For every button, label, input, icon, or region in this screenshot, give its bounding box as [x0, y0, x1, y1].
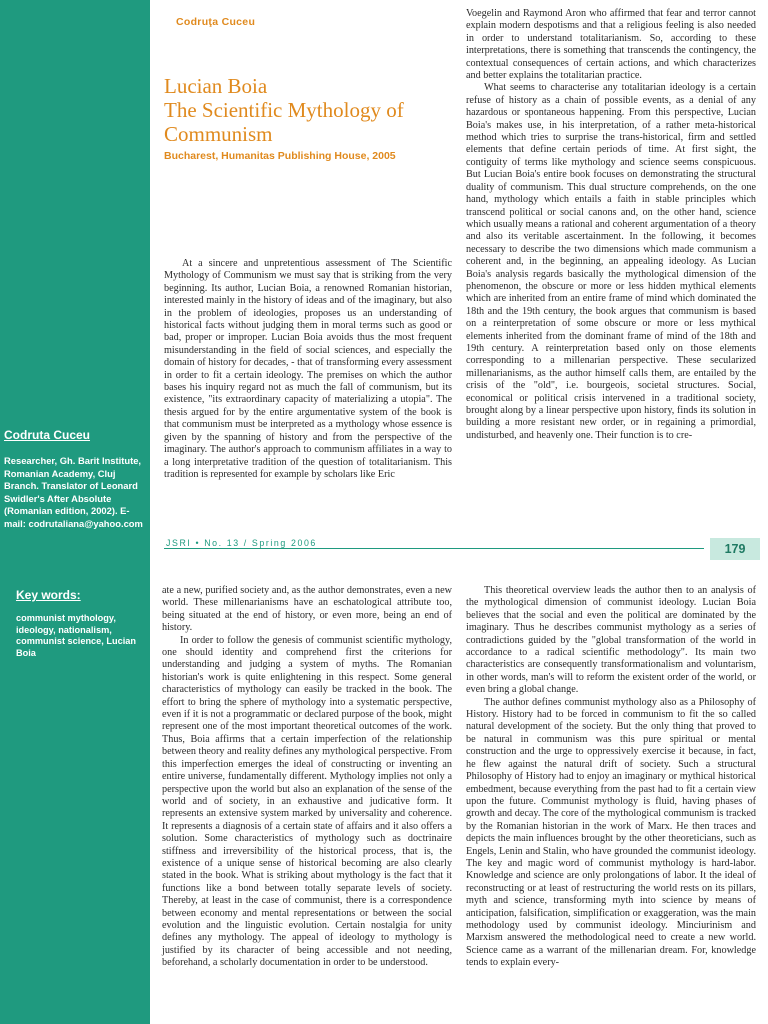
column-3: [162, 585, 452, 970]
author-bio: Researcher, Gh. Barit Institute, Romanian Academy, Cluj Branch. Translator of Leonard Swidler's After Absolute (Romanian edition, 2002). E-mail: codrutaliana@yahoo.com: [4, 455, 143, 529]
paragraph: ate a new, purified society and, as the author demonstrates, even a new world. These millenarianisms have an eschatological attribute too, being situated at the end of history, or even more, being an end of history.: [162, 585, 452, 634]
journal-citation: JSRI • No. 13 / Spring 2006: [166, 538, 323, 548]
paragraph: Voegelin and Raymond Aron who affirmed that fear and terror cannot explain modern despotisms and that a religious feeling is also needed in order to understand totalitarianism. So, according to these interpretations, there is something that transcends the contingency, the contextual consequences of certain actions, and which characterizes and better explains the totalitarian practice.: [466, 8, 756, 82]
title-line-2: The Scientific Mythology of: [164, 98, 404, 122]
title-line-1: Lucian Boia: [164, 74, 268, 98]
column-1: [164, 258, 452, 481]
sidebar-author-name: Codruta Cuceu: [4, 428, 91, 442]
publisher-line: Bucharest, Humanitas Publishing House, 2005: [164, 150, 396, 162]
paragraph: This theoretical overview leads the author then to an analysis of the mythological dimension of communist ideology. Lucian Boia believes that the social and even the political are dominated by the imaginary. Thus he describes communist mythology as a series of contradictions guided by the "global transformation of the world in accordance to a radical scientific methodology". Its main two characteristics are consequently transformationalism and voluntarism, in other words, man's will to reform the existent order of the world, or even bring a global change.: [466, 585, 756, 696]
keywords-list: communist mythology, ideology, nationalism, communist science, Lucian Boia: [16, 613, 136, 658]
paragraph: In order to follow the genesis of communist scientific mythology, one should identity and comprehend first the criterions for understanding and judging a system of myths. The Romanian historian's work is quite enlightening in this respect. Some general characteristics of mythology can easily be tracked in the book. The effort to bring the sphere of mythology into a systematic perspective, even if it is not a programmatic or declared purpose of the book, might represent one of the most important theoretical outcomes of the work. Thus, Boia affirms that a certain imperfection of the relationship between theory and reality defines any mythological perspective. From this imperfection emerges the ideal of constructing or inventing an entire universe, fundamentally different. Mythology implies not only a perspective upon the world but also an explanation of the sense of the world and of society, in an exhaustive and judicative form. It represents an extensive system marked by universality and coherence. It represents a diagnosis of a certain state of affairs and it also offers a solution. Some characteristics of mythology such as doctrinaire stiffness and irreversibility of the historical process, that is, the existence of a unique sense of historical becoming are also clearly stated in the book. What is striking about mythology is the fact that it functions like a bond between totally separate levels of society. Thereby, at least in the case of communist, there is a correspondence between economy and mental representations or between the social evolution and the linguistic evolution. Certain nostalgia for unity defines any mythology. The appeal of ideology to mythology is justified by its character of being accessible and not needing, beforehand, a scholarly documentation in order to be understood.: [162, 634, 452, 969]
paragraph: At a sincere and unpretentious assessment of The Scientific Mythology of Communism we must say that is striking from the very beginning. Its author, Lucian Boia, a renowned Romanian historian, interested mainly in the history of ideas and of the imaginary, but also in the problem of ideologies, proposes us an understanding of historical facts without judging them in moral terms such as good or bad, proper or improper. Lucian Boia avoids thus the most frequent misunderstanding in the field of social sciences, and especially the domain of history for decades, - that of transforming every assessment in order to fit a certain ideology. The premises on which the author bases his inquiry regard not as much the fall of communism, but its existence, "its extraordinary capacity of materializing a utopia". The thesis argued for by the entire argumentative system of the book is that communism must be interpreted as a mythology whose essence is given by the spanning of history and from the perspective of the imaginary. The author's approach to communism affiliates in a way to a long interpretative tradition of the question of totalitarianism. This tradition is represented for example by scholars like Eric: [164, 258, 452, 480]
paragraph: What seems to characterise any totalitarian ideology is a certain refuse of history as a chain of possible events, as a denial of any hazardous or spontaneous happening. From this perspective, Lucian Boia's makes use, in his interpretation, of a rather meta-historical method which tries to surprise the trans-historical, firm and settled elements that define certain periods of time. At first sight, the contiguity of terms like mythology and science seems conspicuous. But Lucian Boia's entire book focuses on demonstrating the structural duality of communism. This dual structure comprehends, on the one hand, mythology which entails a faith in stable principles which transcend political or social canons and, on the other hand, science which usually means a rational and coherent argumentation of a theory and also its veritable ascertainment. In the following, it becomes necessary to describe the two dimensions which made communism a coherent and, in the beginning, an appealing ideology. As Lucian Boia's analysis regards basically the mythological dimension of the phenomenon, the obscure or more or less hidden mythical elements which are inherited from an entire frame of mind which dominated the 18th and the 19th century, the book argues that communism is based on a reinterpretation of some obscure or more or less mythical elements inherited from the dominant frame of mind of the 18th and 19th century. A reinterpretation based only on those elements corresponding to a millenarian perspective. These secularized millenarianisms, as the author himself calls them, are entailed by the crisis of the "old", i.e. bourgeois, societal structures. Social, economical or political crisis intervened in a traditional society, brought along by a linear perspective upon history, finds its solution in building a more resistant new order, or in regaining a primordial, undisturbed, and heavenly one. Their function is to cre-: [466, 82, 756, 441]
page-footer: [164, 538, 760, 560]
paragraph: The author defines communist mythology also as a Philosophy of History. History had to be forced in communism to fit the so called natural development of the society. But the only thing that proved to be natural in communism was this pure spiritual or mental construction and the urge to oppressively exercise it because, in fact, he flew against the natural drift of society. Such a structural Philosophy of History had to enjoy an imaginary or mythical historical embedment, because everything from the past had to fit a certain view upon the future. Communist mythology is fluid, having phases of growth and decay. The core of the mythological communism is tracked by the Romanian historian in the work of Marx. He then traces and depicts the main influences brought by the other theoreticians, such as Engels, Lenin and Stalin, who have grounded the communist ideology. The key and magic word of communist mythology is hard-labor. Knowledge and science are only prolongations of labor. It the ideal of reconstructing or at least of restructuring the world rests on its pillars, myth and science, transforming myth into science by means of anticipation, falsification, simplification or exaggeration, was the main methodology used by communist ideology. Minciurinism and Marxism answered the methodological need to create a new world. Science came as a warrant of the millenarian dream. For, knowledge tends to explain every-: [466, 696, 756, 969]
page-number: 179: [710, 538, 760, 560]
column-4: [466, 585, 756, 970]
article-title: [164, 74, 454, 146]
article-author: Codruţa Cuceu: [176, 16, 256, 28]
footer-rule: [164, 548, 704, 549]
title-line-3: Communism: [164, 122, 273, 146]
column-2: [466, 8, 756, 442]
keywords-heading: Key words:: [16, 588, 81, 602]
